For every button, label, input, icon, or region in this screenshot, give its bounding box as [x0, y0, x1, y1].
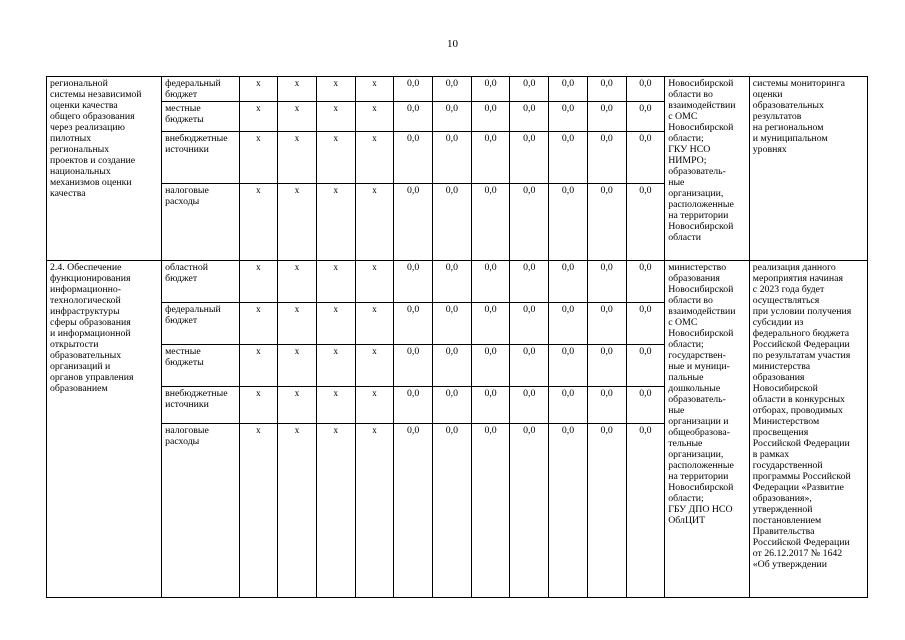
amount-cell: 0,0 — [510, 424, 549, 598]
indicator-mark-cell: x — [278, 132, 317, 184]
indicator-mark-cell: x — [316, 424, 355, 598]
amount-cell: 0,0 — [626, 387, 665, 424]
indicator-mark-cell: x — [355, 132, 394, 184]
amount-cell: 0,0 — [433, 184, 472, 261]
amount-cell: 0,0 — [433, 424, 472, 598]
amount-cell: 0,0 — [471, 387, 510, 424]
indicator-mark-cell: x — [316, 345, 355, 387]
table-row — [47, 261, 868, 303]
indicator-mark-cell: x — [316, 102, 355, 132]
amount-cell: 0,0 — [433, 303, 472, 345]
amount-cell: 0,0 — [510, 345, 549, 387]
amount-cell: 0,0 — [510, 303, 549, 345]
funding-source-cell: местные бюджеты — [162, 102, 239, 132]
amount-cell: 0,0 — [471, 184, 510, 261]
amount-cell: 0,0 — [394, 184, 433, 261]
amount-cell: 0,0 — [626, 345, 665, 387]
funding-source-cell: внебюджетные источники — [162, 132, 239, 184]
page-number: 10 — [447, 38, 458, 50]
amount-cell: 0,0 — [433, 102, 472, 132]
amount-cell: 0,0 — [471, 345, 510, 387]
amount-cell: 0,0 — [433, 387, 472, 424]
funding-source-cell: федеральный бюджет — [162, 303, 239, 345]
amount-cell: 0,0 — [471, 303, 510, 345]
indicator-mark-cell: x — [278, 261, 317, 303]
amount-cell: 0,0 — [394, 102, 433, 132]
indicator-mark-cell: x — [278, 387, 317, 424]
indicator-mark-cell: x — [239, 303, 278, 345]
indicator-mark-cell: x — [316, 132, 355, 184]
amount-cell: 0,0 — [394, 303, 433, 345]
amount-cell: 0,0 — [626, 303, 665, 345]
funding-source-cell: областной бюджет — [162, 261, 239, 303]
indicator-mark-cell: x — [355, 424, 394, 598]
amount-cell: 0,0 — [626, 102, 665, 132]
amount-cell: 0,0 — [433, 345, 472, 387]
amount-cell: 0,0 — [549, 387, 588, 424]
amount-cell: 0,0 — [549, 261, 588, 303]
amount-cell: 0,0 — [394, 345, 433, 387]
indicator-mark-cell: x — [239, 387, 278, 424]
amount-cell: 0,0 — [394, 261, 433, 303]
amount-cell: 0,0 — [394, 387, 433, 424]
funding-source-cell: налоговые расходы — [162, 424, 239, 598]
amount-cell: 0,0 — [394, 132, 433, 184]
indicator-mark-cell: x — [316, 77, 355, 102]
table-body — [47, 77, 868, 598]
amount-cell: 0,0 — [433, 132, 472, 184]
amount-cell: 0,0 — [549, 184, 588, 261]
amount-cell: 0,0 — [549, 424, 588, 598]
amount-cell: 0,0 — [471, 261, 510, 303]
amount-cell: 0,0 — [587, 184, 626, 261]
amount-cell: 0,0 — [587, 387, 626, 424]
indicator-mark-cell: x — [239, 424, 278, 598]
amount-cell: 0,0 — [510, 102, 549, 132]
amount-cell: 0,0 — [587, 261, 626, 303]
amount-cell: 0,0 — [510, 77, 549, 102]
indicator-mark-cell: x — [239, 184, 278, 261]
amount-cell: 0,0 — [626, 184, 665, 261]
amount-cell: 0,0 — [549, 303, 588, 345]
amount-cell: 0,0 — [549, 132, 588, 184]
indicator-mark-cell: x — [316, 261, 355, 303]
amount-cell: 0,0 — [587, 345, 626, 387]
amount-cell: 0,0 — [471, 77, 510, 102]
funding-source-cell: федеральный бюджет — [162, 77, 239, 102]
amount-cell: 0,0 — [587, 303, 626, 345]
indicator-mark-cell: x — [355, 387, 394, 424]
expected-result-cell: реализация данного мероприятия начиная с 2023 года будет осуществляться при условии получения субсидии из федерального бюджета Российской Федерации по результатам участия министерства образования Новосибирской области в конкурсных отборах, проводимых Министерством просвещения Российской Федерации в рамках государственной программы Российской Федерации «Развитие образования», утвержденной постановлением Правительства Российской Федерации от 26.12.2017 № 1642 «Об утверждении — [749, 261, 867, 598]
funding-source-cell: налоговые расходы — [162, 184, 239, 261]
amount-cell: 0,0 — [587, 132, 626, 184]
measure-name-cell: региональной системы независимой оценки качества общего образования через реализацию пилотных региональных проектов и создание национальных механизмов оценки качества — [47, 77, 162, 261]
amount-cell: 0,0 — [587, 102, 626, 132]
amount-cell: 0,0 — [471, 132, 510, 184]
indicator-mark-cell: x — [239, 261, 278, 303]
indicator-mark-cell: x — [355, 261, 394, 303]
indicator-mark-cell: x — [355, 303, 394, 345]
amount-cell: 0,0 — [626, 132, 665, 184]
executors-cell: Новосибирской области во взаимодействии с ОМС Новосибирской области; ГКУ НСО НИМРО; образователь- ные организации, расположенные на территории Новосибирской области — [665, 77, 750, 261]
indicator-mark-cell: x — [355, 345, 394, 387]
indicator-mark-cell: x — [278, 303, 317, 345]
indicator-mark-cell: x — [316, 303, 355, 345]
indicator-mark-cell: x — [355, 184, 394, 261]
amount-cell: 0,0 — [433, 77, 472, 102]
indicator-mark-cell: x — [355, 102, 394, 132]
indicator-mark-cell: x — [355, 77, 394, 102]
indicator-mark-cell: x — [239, 132, 278, 184]
indicator-mark-cell: x — [278, 184, 317, 261]
amount-cell: 0,0 — [549, 77, 588, 102]
amount-cell: 0,0 — [394, 77, 433, 102]
indicator-mark-cell: x — [239, 345, 278, 387]
indicator-mark-cell: x — [239, 77, 278, 102]
measure-name-cell: 2.4. Обеспечение функционирования информационно- технологической инфраструктуры сферы образования и информационной открытости образовательных организаций и органов управления образованием — [47, 261, 162, 598]
indicator-mark-cell: x — [278, 102, 317, 132]
indicator-mark-cell: x — [278, 424, 317, 598]
indicator-mark-cell: x — [316, 387, 355, 424]
amount-cell: 0,0 — [394, 424, 433, 598]
amount-cell: 0,0 — [626, 77, 665, 102]
amount-cell: 0,0 — [587, 77, 626, 102]
table-row — [47, 77, 868, 102]
amount-cell: 0,0 — [433, 261, 472, 303]
indicator-mark-cell: x — [278, 345, 317, 387]
amount-cell: 0,0 — [510, 184, 549, 261]
funding-source-cell: внебюджетные источники — [162, 387, 239, 424]
amount-cell: 0,0 — [587, 424, 626, 598]
expected-result-cell: системы мониторинга оценки образовательных результатов на региональном и муниципальном уровнях — [749, 77, 867, 261]
amount-cell: 0,0 — [471, 424, 510, 598]
amount-cell: 0,0 — [510, 387, 549, 424]
amount-cell: 0,0 — [626, 261, 665, 303]
amount-cell: 0,0 — [626, 424, 665, 598]
program-table — [46, 76, 868, 598]
indicator-mark-cell: x — [316, 184, 355, 261]
indicator-mark-cell: x — [278, 77, 317, 102]
funding-source-cell: местные бюджеты — [162, 345, 239, 387]
amount-cell: 0,0 — [510, 261, 549, 303]
amount-cell: 0,0 — [549, 102, 588, 132]
indicator-mark-cell: x — [239, 102, 278, 132]
executors-cell: министерство образования Новосибирской области во взаимодействии с ОМС Новосибирской области; государствен- ные и муници- пальные дошкольные образователь- ные организации и общеобразова- тельные организации, расположенные на территории Новосибирской области; ГБУ ДПО НСО ОблЦИТ — [665, 261, 750, 598]
amount-cell: 0,0 — [549, 345, 588, 387]
amount-cell: 0,0 — [510, 132, 549, 184]
amount-cell: 0,0 — [471, 102, 510, 132]
